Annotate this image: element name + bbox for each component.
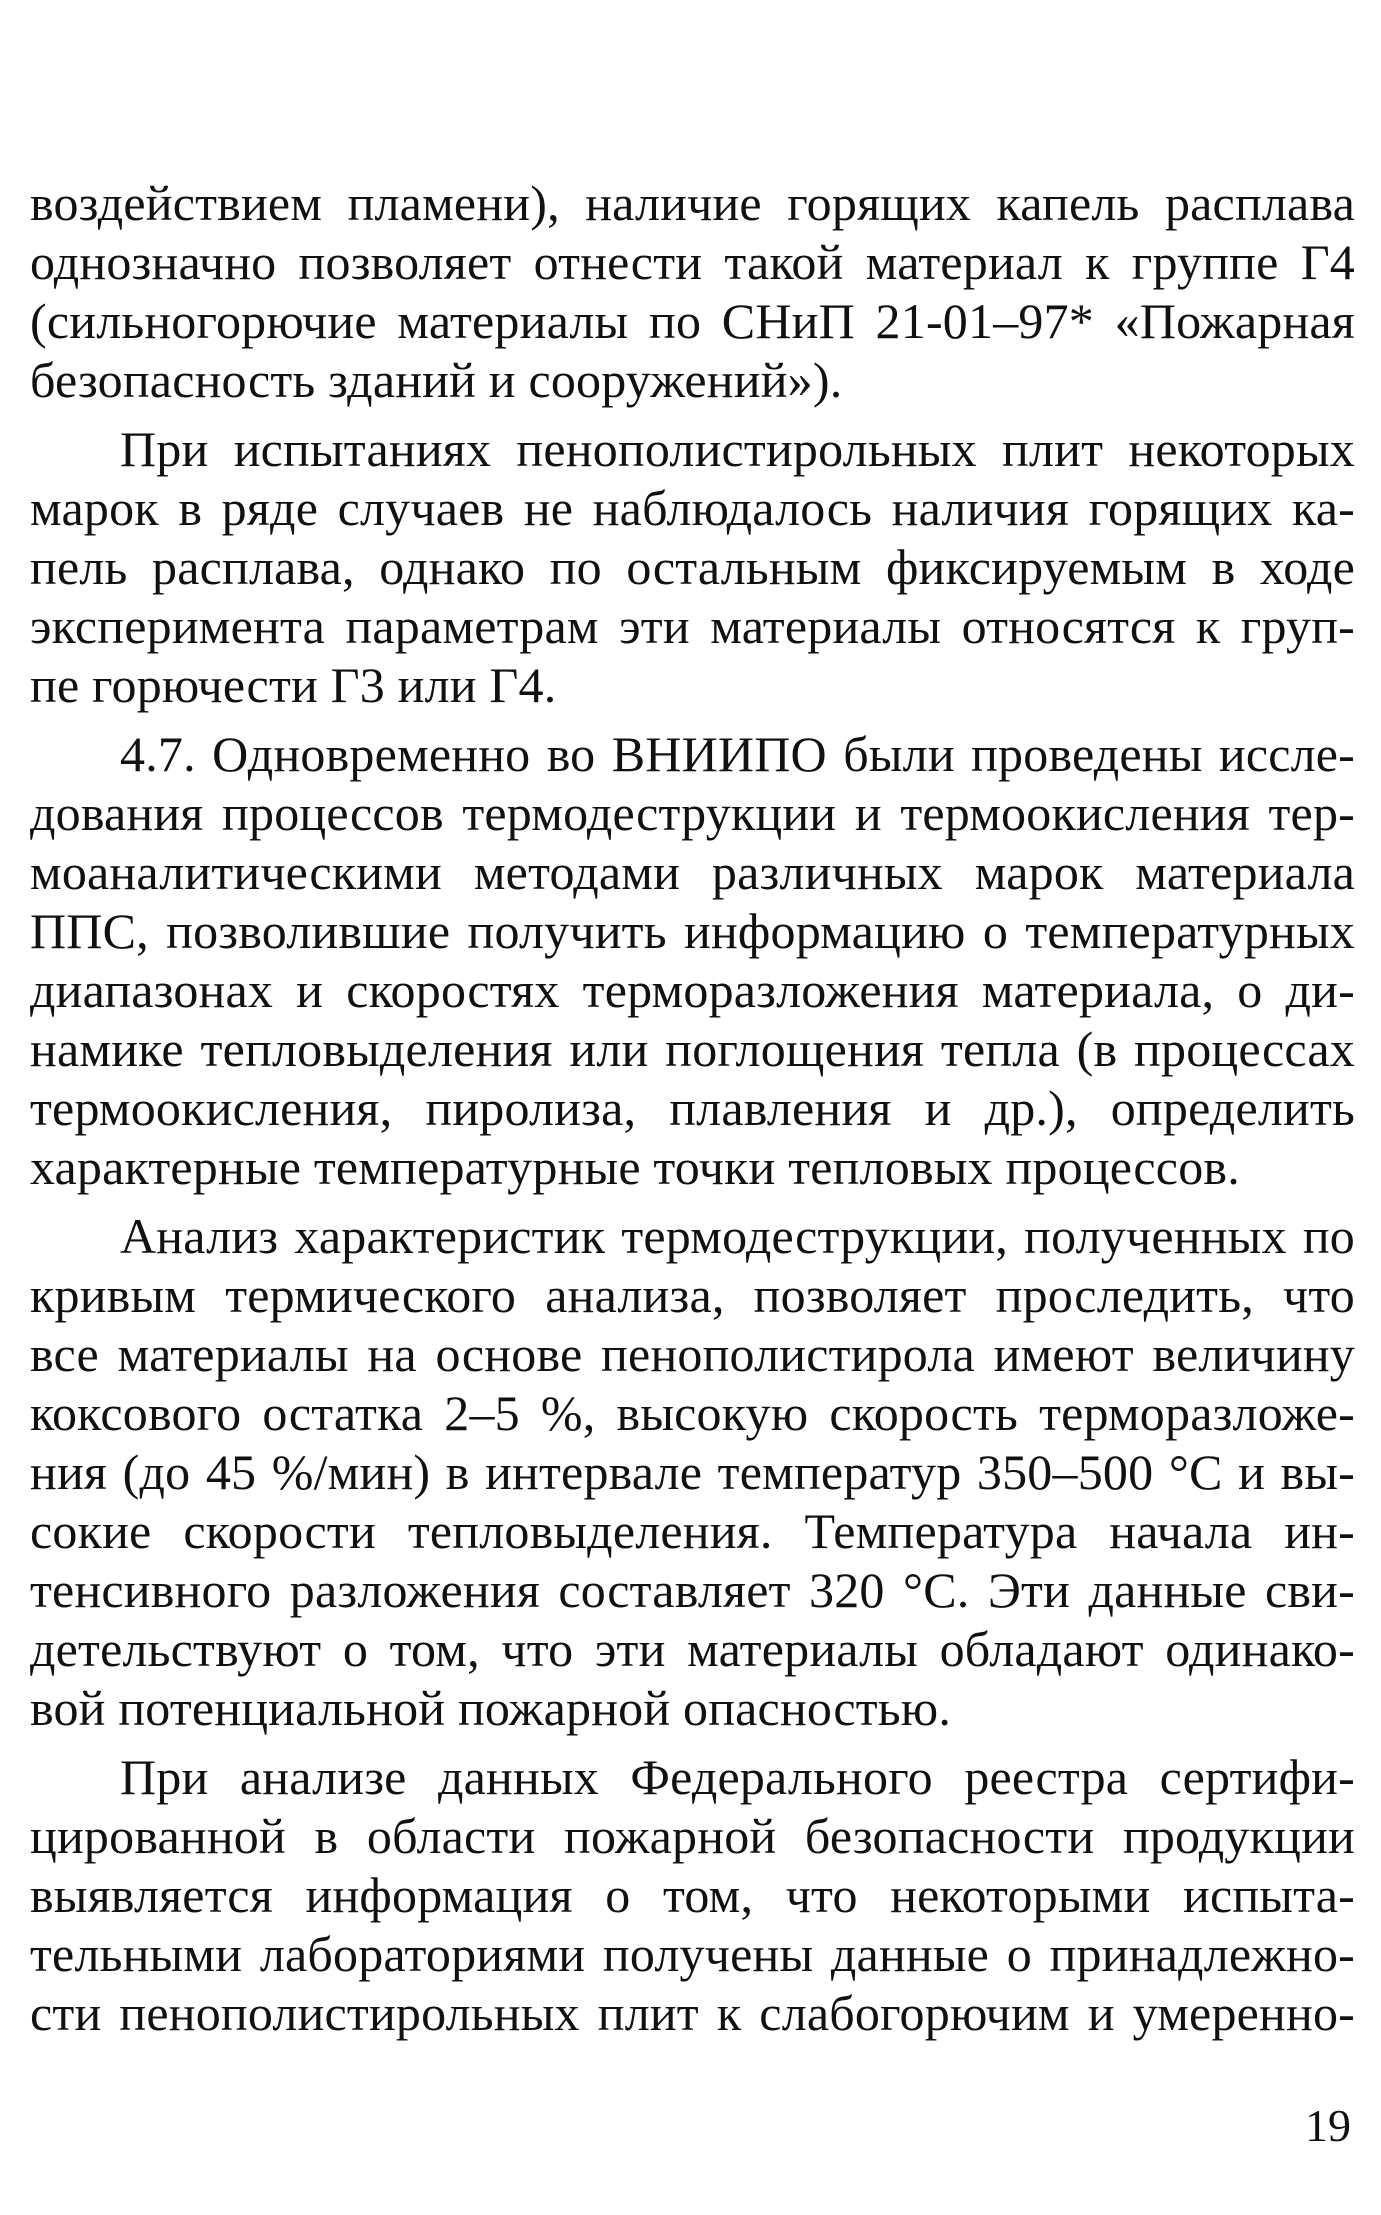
paragraph-3-line-8: характерные температурные точки тепловых процессов. bbox=[30, 1139, 1240, 1195]
paragraph-3-line-6: намике тепловыделения или поглощения тепла (в процессах bbox=[30, 1021, 1355, 1077]
paragraph-5-line-3: выявляется информация о том, что некоторыми испыта- bbox=[30, 1867, 1355, 1923]
paragraph-3-line-5: диапазонах и скоростях терморазложения материала, о ди- bbox=[30, 962, 1355, 1018]
paragraph-3-line-4: ППС, позволившие получить информацию о температурных bbox=[30, 903, 1355, 959]
paragraph-5-line-2: цированной в области пожарной безопасности продукции bbox=[30, 1808, 1355, 1864]
paragraph-4-line-6: сокие скорости тепловыделения. Температура начала ин- bbox=[30, 1503, 1355, 1559]
paragraph-2-line-2: марок в ряде случаев не наблюдалось наличия горящих ка- bbox=[30, 480, 1355, 536]
paragraph-1-line-3: (сильногорючие материалы по СНиП 21-01–97* «Пожарная bbox=[30, 293, 1355, 349]
paragraph-5-line-4: тельными лабораториями получены данные о принадлежно- bbox=[30, 1926, 1355, 1982]
paragraph-4-line-1: Анализ характеристик термодеструкции, полученных по bbox=[120, 1208, 1355, 1264]
paragraph-3-line-1: 4.7. Одновременно во ВНИИПО были проведены иссле- bbox=[120, 726, 1355, 782]
paragraph-4-line-3: все материалы на основе пенополистирола имеют величину bbox=[30, 1326, 1355, 1382]
paragraph-3-line-2: дования процессов термодеструкции и термоокисления тер- bbox=[30, 785, 1355, 841]
paragraph-4-line-5: ния (до 45 %/мин) в интервале температур 350–500 °С и вы- bbox=[30, 1444, 1355, 1500]
paragraph-4-line-4: коксового остатка 2–5 %, высокую скорость терморазложе- bbox=[30, 1385, 1355, 1441]
paragraph-5-line-5: сти пенополистирольных плит к слабогорючим и умеренно- bbox=[30, 1985, 1355, 2041]
paragraph-1-line-2: однозначно позволяет отнести такой материал к группе Г4 bbox=[30, 234, 1355, 290]
paragraph-3-line-3: моаналитическими методами различных марок материала bbox=[30, 844, 1355, 900]
paragraph-1-line-1: воздействием пламени), наличие горящих капель расплава bbox=[30, 175, 1355, 231]
paragraph-4-line-9: вой потенциальной пожарной опасностью. bbox=[30, 1680, 952, 1736]
paragraph-4-line-7: тенсивного разложения составляет 320 °С. Эти данные сви- bbox=[30, 1562, 1355, 1618]
paragraph-1-line-4: безопасность зданий и сооружений»). bbox=[30, 352, 843, 408]
paragraph-2-line-3: пель расплава, однако по остальным фиксируемым в ходе bbox=[30, 539, 1355, 595]
paragraph-2-line-4: эксперимента параметрам эти материалы относятся к груп- bbox=[30, 598, 1355, 654]
page-number: 19 bbox=[1305, 2100, 1351, 2151]
paragraph-2-line-1: При испытаниях пенополистирольных плит некоторых bbox=[120, 421, 1355, 477]
paragraph-2-line-5: пе горючести Г3 или Г4. bbox=[30, 657, 557, 713]
paragraph-3-line-7: термоокисления, пиролиза, плавления и др.), определить bbox=[30, 1080, 1355, 1136]
paragraph-4-line-2: кривым термического анализа, позволяет проследить, что bbox=[30, 1267, 1355, 1323]
paragraph-5-line-1: При анализе данных Федерального реестра сертифи- bbox=[120, 1749, 1355, 1805]
paragraph-4-line-8: детельствуют о том, что эти материалы обладают одинако- bbox=[30, 1621, 1355, 1677]
